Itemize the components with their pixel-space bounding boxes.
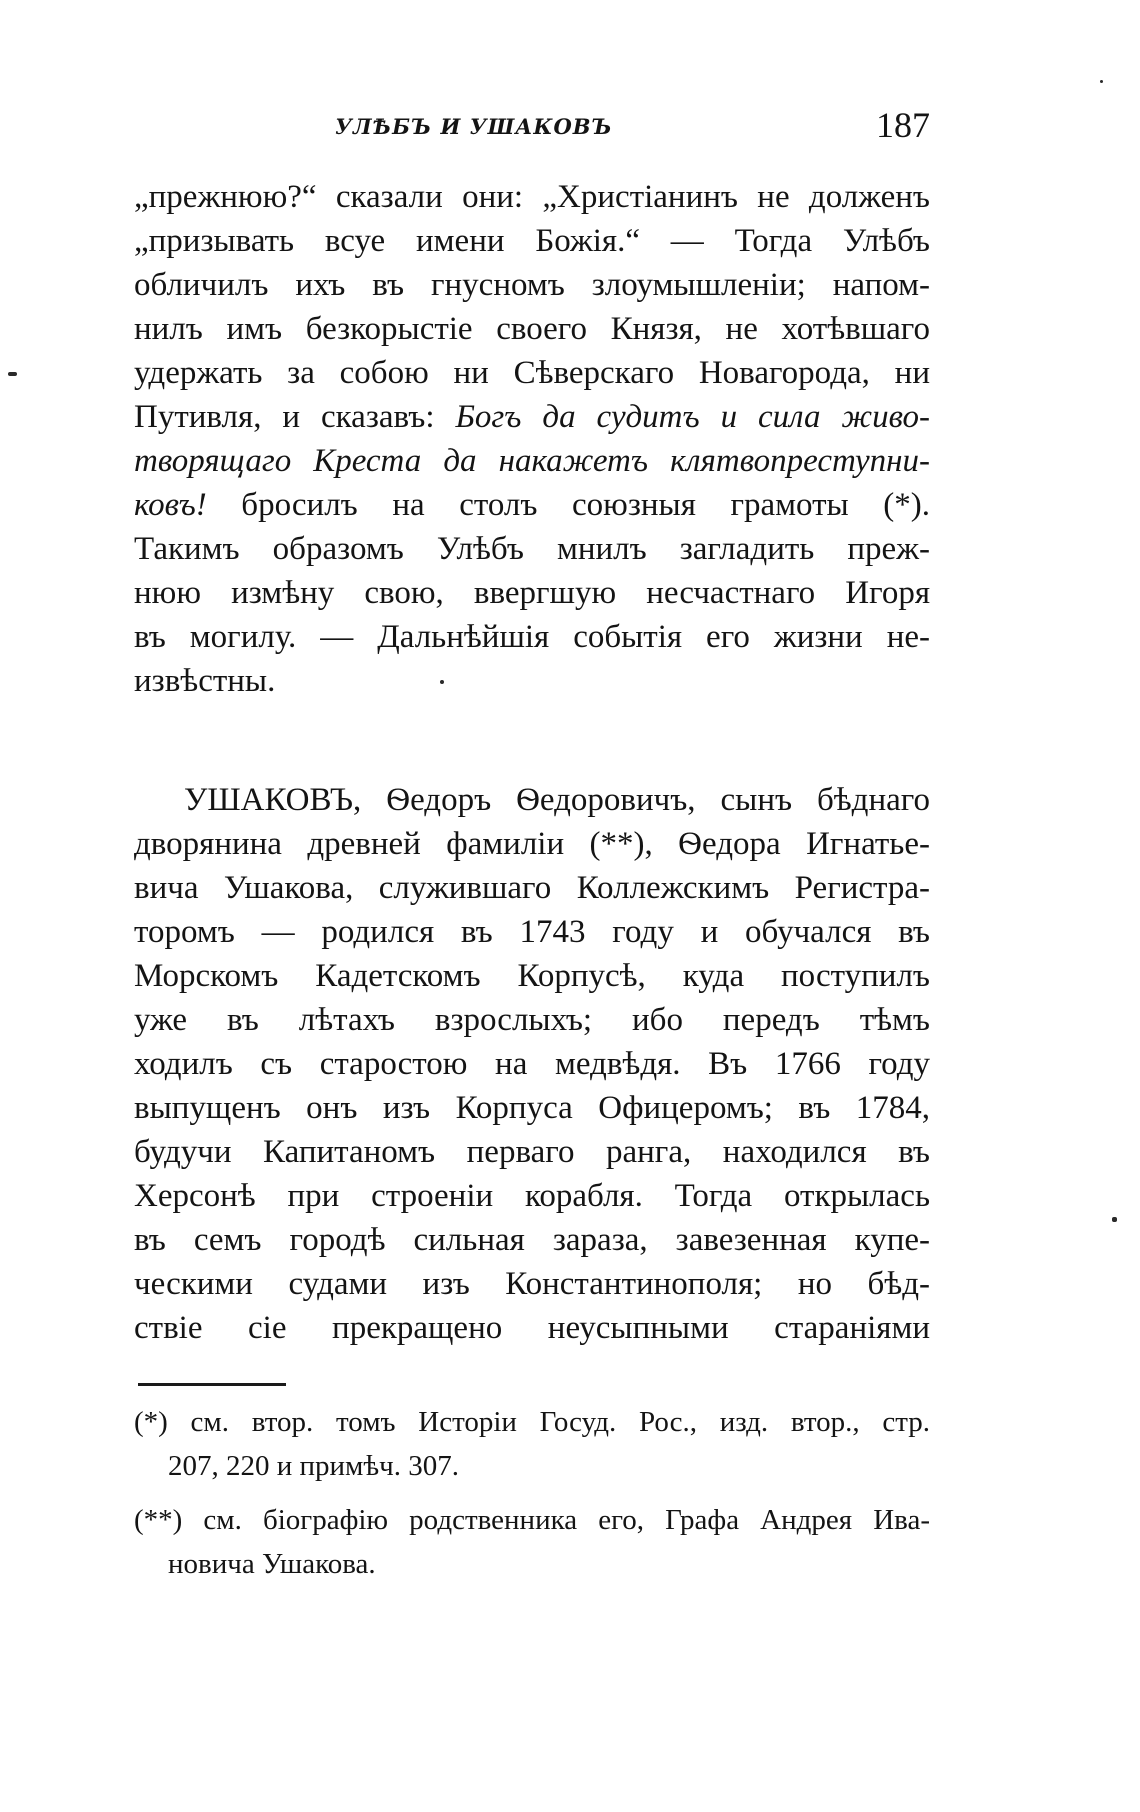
text-line: удержать за собою ни Сѣверскаго Новагорода, ни	[134, 355, 930, 391]
scan-speck	[8, 372, 17, 376]
text-line: въ семъ городѣ сильная зараза, завезенная купе-	[134, 1222, 930, 1258]
text-run: Путивля, и сказавъ:	[134, 399, 435, 435]
text-line	[134, 439, 930, 483]
text-line: вича Ушакова, служившаго Коллежскимъ Регистра-	[134, 870, 930, 906]
text-line: ходилъ съ старостою на медвѣдя. Въ 1766 году	[134, 1046, 930, 1082]
scan-speck	[440, 680, 444, 684]
page-header	[140, 104, 930, 154]
text-line: нилъ имъ безкорыстіе своего Князя, не хотѣвшаго	[134, 311, 930, 347]
italic-quote: ковъ!	[134, 487, 207, 523]
text-line: дворянина древней фамиліи (**), Ѳедора Игнатье-	[134, 826, 930, 862]
text-line: будучи Капитаномъ перваго ранга, находился въ	[134, 1134, 930, 1170]
text-line: Такимъ образомъ Улѣбъ мнилъ загладить преж-	[134, 531, 930, 567]
footnote-divider	[138, 1383, 286, 1386]
text-line	[134, 483, 930, 527]
text-line: въ могилу. — Дальнѣйшія событія его жизни не-	[134, 619, 930, 655]
text-line: уже въ лѣтахъ взрослыхъ; ибо передъ тѣмъ	[134, 1002, 930, 1038]
text-line: выпущенъ онъ изъ Корпуса Офицеромъ; въ 1784,	[134, 1090, 930, 1126]
ushakov-article	[134, 778, 930, 1350]
running-title: УЛѢБЪ И УШАКОВЪ	[335, 114, 613, 139]
text-line: Морскомъ Кадетскомъ Корпусѣ, куда поступилъ	[134, 958, 930, 994]
italic-quote: Богъ да судитъ и сила живо-	[455, 399, 930, 435]
footnote-2-line: новича Ушакова.	[168, 1548, 376, 1580]
italic-quote: творящаго Креста да накажетъ клятвопреступни-	[134, 443, 930, 479]
text-line: „призывать всуе имени Божія.“ — Тогда Улѣбъ	[134, 223, 930, 259]
ulieb-article-ending	[134, 175, 930, 703]
text-line: торомъ — родился въ 1743 году и обучался въ	[134, 914, 930, 950]
scan-speck	[1100, 80, 1103, 83]
text-line: „прежнюю?“ сказали они: „Христіанинъ не долженъ	[134, 179, 930, 215]
text-run: бросилъ на столъ союзныя грамоты (*).	[241, 487, 930, 523]
text-line: нюю измѣну свою, ввергшую несчастнаго Игоря	[134, 575, 930, 611]
text-line: ствіе сіе прекращено неусыпными стараніями	[134, 1310, 930, 1346]
text-line	[134, 395, 930, 439]
text-line: УШАКОВЪ, Ѳедоръ Ѳедоровичъ, сынъ бѣднаго	[184, 782, 930, 818]
text-line: обличилъ ихъ въ гнусномъ злоумышленіи; напом-	[134, 267, 930, 303]
text-line: ческими судами изъ Константинополя; но бѣд-	[134, 1266, 930, 1302]
footnote-2-line: (**) см. біографію родственника его, Графа Андрея Ива-	[134, 1504, 930, 1536]
text-line: извѣстны.	[134, 663, 276, 699]
scan-speck	[1112, 1217, 1117, 1222]
footnote-1-line: 207, 220 и примѣч. 307.	[168, 1450, 459, 1482]
page-number: 187	[876, 105, 930, 145]
footnote-1-line: (*) см. втор. томъ Исторіи Госуд. Рос., изд. втор., стр.	[134, 1406, 930, 1438]
footnotes	[134, 1400, 930, 1586]
text-line: Херсонѣ при строеніи корабля. Тогда открылась	[134, 1178, 930, 1214]
footnote-gap	[134, 1488, 930, 1498]
